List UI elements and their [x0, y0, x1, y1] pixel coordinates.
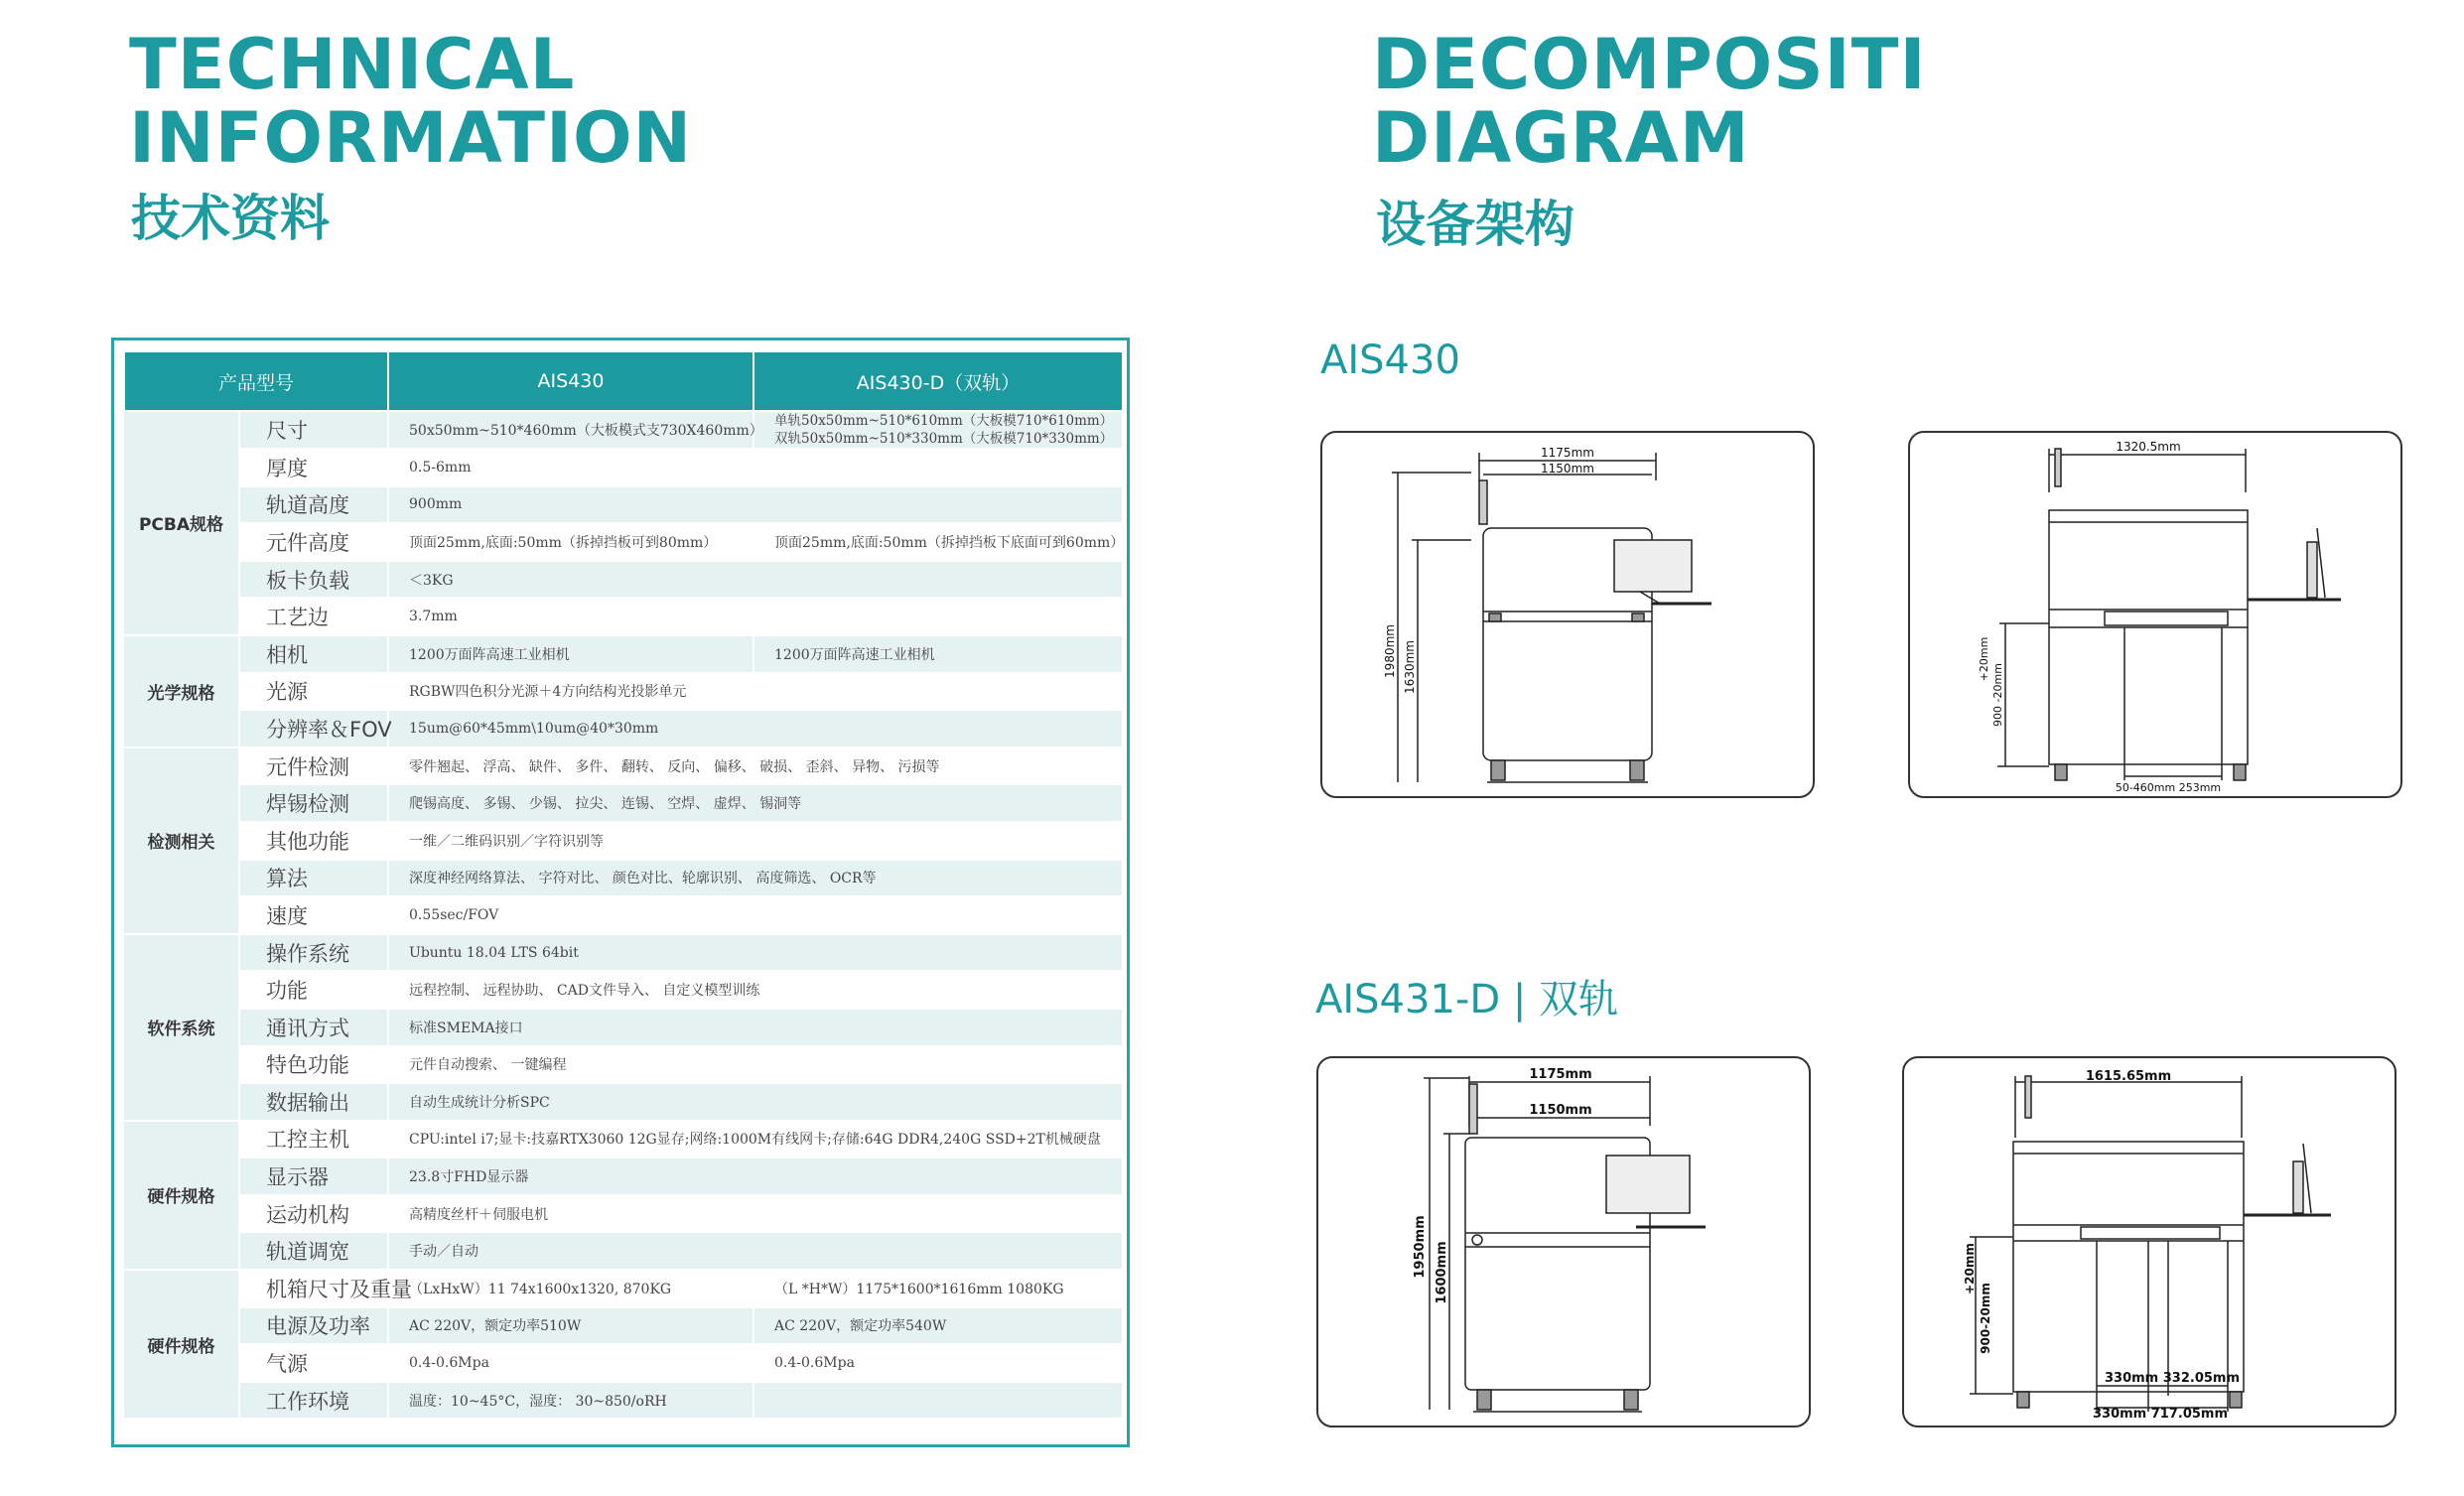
spec-item-label: 分辨率＆FOV	[239, 710, 388, 748]
p2-rail-tolerance: +20mm	[1978, 636, 1990, 682]
spec-item-label: 机箱尺寸及重量	[239, 1270, 388, 1307]
spec-row	[124, 1232, 1123, 1270]
spec-item-label: 特色功能	[239, 1046, 388, 1084]
spec-value: 0.5-6mm	[388, 449, 1123, 486]
spec-row	[124, 561, 1123, 599]
decomposition-title-line1: DECOMPOSITI	[1372, 24, 1927, 105]
spec-value: RGBW四色积分光源＋4方向结构光投影单元	[388, 673, 1123, 711]
spec-group-label: PCBA规格	[124, 411, 239, 635]
spec-item-label: 显示器	[239, 1157, 388, 1195]
spec-value-ais430: 温度：10~45°C，湿度： 30~850/oRH	[388, 1382, 753, 1420]
spec-row	[124, 449, 1123, 486]
spec-value: 远程控制、 远程协助、 CAD文件导入、 自定义模型训练	[388, 971, 1123, 1009]
spec-row	[124, 860, 1123, 897]
spec-item-label: 元件高度	[239, 523, 388, 561]
spec-value: 零件翘起、 浮高、 缺件、 多件、 翻转、 反向、 偏移、 破损、 歪斜、 异物、 污损等	[388, 748, 1123, 785]
p1-height-outer: 1980mm	[1383, 624, 1397, 678]
tech-info-subtitle: 技术资料	[131, 190, 330, 247]
p3-height-outer: 1950mm	[1413, 1215, 1428, 1279]
spec-row	[124, 710, 1123, 748]
spec-value-ais430: 50x50mm~510*460mm（大板模式支730X460mm）	[388, 411, 753, 449]
p1-width-outer: 1175mm	[1541, 446, 1594, 460]
spec-value-single-rail: 单轨50x50mm~510*610mm（大板模710*610mm）	[774, 413, 1114, 429]
spec-item-label: 通讯方式	[239, 1009, 388, 1046]
spec-value: Ubuntu 18.04 LTS 64bit	[388, 934, 1123, 972]
diagram-ais431d-front	[1316, 1056, 1811, 1428]
spec-row	[124, 598, 1123, 635]
spec-value: 23.8寸FHD显示器	[388, 1157, 1123, 1195]
spec-item-label: 操作系统	[239, 934, 388, 972]
header-model: 产品型号	[124, 351, 388, 411]
spec-value-ais430d: 0.4-0.6Mpa	[753, 1344, 1123, 1382]
spec-value: CPU:intel i7;显卡:技嘉RTX3060 12G显存;网络:1000M有线网卡;存储:64G DDR4,240G SSD+2T机械硬盘	[388, 1121, 1123, 1158]
spec-header-row	[124, 351, 1123, 411]
spec-row	[124, 1382, 1123, 1420]
decomposition-title-line2: DIAGRAM	[1372, 97, 1750, 179]
spec-value: 15um@60*45mm\10um@40*30mm	[388, 710, 1123, 748]
ais431d-front-drawing	[1318, 1058, 1809, 1426]
spec-value-ais430: 1200万面阵高速工业相机	[388, 635, 753, 673]
spec-group-label: 硬件规格	[124, 1270, 239, 1419]
spec-row	[124, 1344, 1123, 1382]
spec-item-label: 尺寸	[239, 411, 388, 449]
spec-value: 3.7mm	[388, 598, 1123, 635]
header-ais430d: AIS430-D（双轨）	[753, 351, 1123, 411]
spec-item-label: 工作环境	[239, 1382, 388, 1420]
spec-value-ais430: AC 220V，额定功率510W	[388, 1307, 753, 1345]
model-label-ais430: AIS430	[1320, 338, 1460, 383]
spec-value-ais430: 0.4-0.6Mpa	[388, 1344, 753, 1382]
spec-item-label: 工控主机	[239, 1121, 388, 1158]
spec-item-label: 数据输出	[239, 1083, 388, 1121]
spec-row	[124, 1009, 1123, 1046]
spec-group-label: 检测相关	[124, 748, 239, 934]
spec-group-label: 软件系统	[124, 934, 239, 1121]
spec-value-ais430d	[753, 1382, 1123, 1420]
spec-value: 900mm	[388, 486, 1123, 524]
spec-row	[124, 748, 1123, 785]
spec-item-label: 轨道调宽	[239, 1232, 388, 1270]
spec-row	[124, 1157, 1123, 1195]
ais430-side-drawing	[1910, 433, 2400, 796]
spec-value-ais430d: AC 220V，额定功率540W	[753, 1307, 1123, 1345]
spec-row	[124, 784, 1123, 822]
spec-value-ais430d: 1200万面阵高速工业相机	[753, 635, 1123, 673]
spec-row	[124, 486, 1123, 524]
spec-row	[124, 1195, 1123, 1233]
spec-row	[124, 1046, 1123, 1084]
spec-row	[124, 971, 1123, 1009]
spec-item-label: 速度	[239, 896, 388, 934]
p3-width-outer: 1175mm	[1529, 1067, 1592, 1082]
diagram-ais431d-side	[1902, 1056, 2396, 1428]
spec-row	[124, 673, 1123, 711]
spec-row	[124, 934, 1123, 972]
spec-group-label: 硬件规格	[124, 1121, 239, 1270]
spec-value-ais430: （LxHxW）11 74x1600x1320, 870KG	[388, 1270, 753, 1307]
p4-rail-height: 900-20mm	[1979, 1283, 1992, 1354]
spec-item-label: 电源及功率	[239, 1307, 388, 1345]
spec-value: 0.55sec/FOV	[388, 896, 1123, 934]
spec-item-label: 功能	[239, 971, 388, 1009]
diagram-ais430-front	[1320, 431, 1815, 798]
p2-bottom-dims: 50-460mm 253mm	[2115, 781, 2222, 794]
spec-value-ais430: 顶面25mm,底面:50mm（拆掉挡板可到80mm）	[388, 523, 753, 561]
spec-item-label: 板卡负载	[239, 561, 388, 599]
p1-width-inner: 1150mm	[1541, 462, 1594, 476]
p4-rail-tolerance: +20mm	[1963, 1243, 1977, 1294]
spec-value: 标准SMEMA接口	[388, 1009, 1123, 1046]
spec-value: 深度神经网络算法、 字符对比、 颜色对比、轮廓识别、 高度筛选、 OCR等	[388, 860, 1123, 897]
spec-row	[124, 1083, 1123, 1121]
spec-value-ais430d: 顶面25mm,底面:50mm（拆掉挡板下底面可到60mm）	[753, 523, 1123, 561]
spec-row	[124, 1121, 1123, 1158]
tech-info-title-line1: TECHNICAL	[129, 24, 576, 105]
spec-value: 手动／自动	[388, 1232, 1123, 1270]
spec-item-label: 气源	[239, 1344, 388, 1382]
spec-row	[124, 1270, 1123, 1307]
p4-bottom-dims-1: 330mm 332.05mm	[2104, 1371, 2241, 1386]
p2-width: 1320.5mm	[2116, 440, 2181, 454]
spec-item-label: 相机	[239, 635, 388, 673]
spec-group-label: 光学规格	[124, 635, 239, 748]
model-label-ais431d: AIS431-D | 双轨	[1315, 977, 1619, 1022]
spec-value-ais430d: （L *H*W）1175*1600*1616mm 1080KG	[753, 1270, 1123, 1307]
spec-table-body	[124, 411, 1123, 1419]
spec-row	[124, 411, 1123, 449]
header-ais430: AIS430	[388, 351, 753, 411]
spec-item-label: 焊锡检测	[239, 784, 388, 822]
spec-item-label: 工艺边	[239, 598, 388, 635]
spec-value-dual-rail: 双轨50x50mm~510*330mm（大板模710*330mm）	[774, 431, 1114, 447]
spec-item-label: 光源	[239, 673, 388, 711]
p1-height-inner: 1630mm	[1403, 640, 1417, 694]
spec-row	[124, 523, 1123, 561]
spec-item-label: 厚度	[239, 449, 388, 486]
diagram-ais430-side	[1908, 431, 2402, 798]
spec-value: 爬锡高度、 多锡、 少锡、 拉尖、 连锡、 空焊、 虚焊、 锡洞等	[388, 784, 1123, 822]
p2-rail-height: 900 -20mm	[1991, 663, 2004, 727]
spec-row	[124, 635, 1123, 673]
spec-row	[124, 1307, 1123, 1345]
tech-info-title-line2: INFORMATION	[129, 97, 693, 179]
spec-item-label: 轨道高度	[239, 486, 388, 524]
spec-item-label: 运动机构	[239, 1195, 388, 1233]
p3-height-inner: 1600mm	[1435, 1241, 1449, 1304]
p4-width: 1615.65mm	[2085, 1069, 2172, 1084]
spec-value: 一维／二维码识别／字符识别等	[388, 822, 1123, 860]
spec-value: 自动生成统计分析SPC	[388, 1083, 1123, 1121]
decomposition-subtitle: 设备架构	[1376, 196, 1574, 253]
ais431d-side-drawing	[1904, 1058, 2395, 1426]
spec-row	[124, 822, 1123, 860]
spec-value-ais430d	[753, 411, 1123, 449]
ais430-front-drawing	[1322, 433, 1813, 796]
spec-value: 高精度丝杆＋伺服电机	[388, 1195, 1123, 1233]
p4-bottom-dims-2: 330mm 717.05mm	[2092, 1407, 2229, 1422]
spec-item-label: 算法	[239, 860, 388, 897]
p3-width-inner: 1150mm	[1529, 1103, 1592, 1118]
spec-value: ＜3KG	[388, 561, 1123, 599]
spec-item-label: 其他功能	[239, 822, 388, 860]
spec-table	[123, 350, 1124, 1420]
spec-value: 元件自动搜索、 一键编程	[388, 1046, 1123, 1084]
spec-item-label: 元件检测	[239, 748, 388, 785]
spec-row	[124, 896, 1123, 934]
